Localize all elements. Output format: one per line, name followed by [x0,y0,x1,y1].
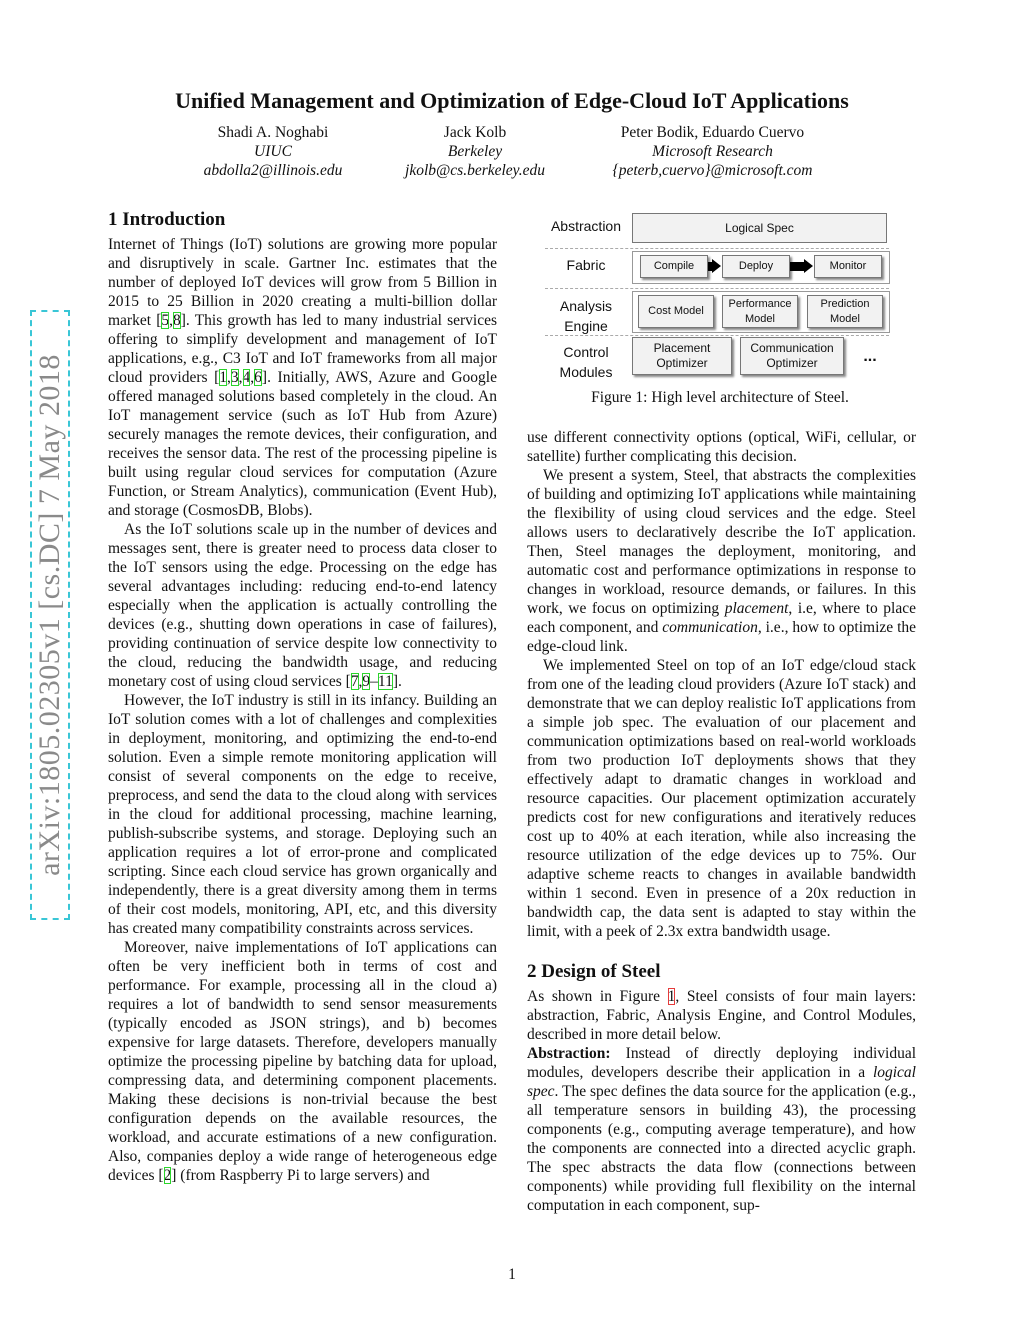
citation-link[interactable]: 4 [242,369,251,386]
author-email: {peterb,cuervo}@microsoft.com [612,162,813,179]
citation-link[interactable]: 2 [163,1167,172,1184]
paragraph: As shown in Figure 1, Steel consists of four main layers: abstraction, Fabric, Analysis Engine, and Control Modules, described in more detail below. [527,988,916,1043]
author-affiliation: UIUC [254,143,292,160]
layer-divider [545,288,889,289]
paragraph: use different connectivity options (optical, WiFi, cellular, or satellite) further complicating this decision. [527,429,916,465]
paragraph: However, the IoT industry is still in its infancy. Building an IoT solution comes with a lot of challenges and complexities in deployment, monitoring, and optimizing the end-to-end solution. Even a simple remote monitoring application will consist of several components on the edge to receive, preprocess, and send the data to the cloud along with services in the cloud for additional processing, machine learning, publish-subscribe systems, and storage. Deploying such an application requires a lot of error-prone and complicated scripting. Since each cloud service has grown organically and independently, there is a great diversity among them in terms of their cost models, monitoring, API, etc, and this diversity has created many compatibility constraints across services. [108,692,497,937]
arrow-head-icon [804,259,813,273]
figure-caption: Figure 1: High level architecture of Steel. [591,389,849,406]
citation-link[interactable]: 3 [230,369,239,386]
row-label-fabric: Fabric [566,257,606,273]
section-heading-design: 2 Design of Steel [527,961,661,982]
arxiv-id: arXiv:1805.02305v1 [cs.DC] 7 May 2018 [33,354,66,876]
author-name: Shadi A. Noghabi [217,124,329,141]
citation-link[interactable]: 7 [350,673,359,690]
left-column [108,210,497,1185]
figure-reference-link[interactable]: 1 [667,988,676,1005]
layer-divider [545,335,889,336]
page-number: 1 [508,1266,516,1283]
arxiv-sidebar-stamp [30,310,70,920]
paragraph: Internet of Things (IoT) solutions are growing more popular and disruptively in scale. Gartner Inc. estimates that the number of deployed IoT devices will grow from 5 Billion in 2015 to 25 Billion in 2020 creating a multi-billion dollar market [5,8]. This growth has led to many industrial services offering to simplify development and management of IoT applications, e.g., C3 IoT and IoT frameworks from all major cloud providers [1,3,4,6]. Initially, AWS, Azure and Google offered managed solutions based completely in the cloud. An IoT management service (such as IoT Hub from Azure) securely manages the remote devices, their configuration, and receives the sensor data. The rest of the processing pipeline is built using regular cloud services for computation (Azure Function, or Stream Analytics), communication (Event Hub), and storage (CosmosDB, Blobs). [108,236,497,519]
author-block-2 [380,123,570,180]
compile-box: Compile [640,255,708,278]
row-label-analysis-engine: Analysis Engine [559,298,613,334]
citation-link[interactable]: 6 [254,369,262,386]
architecture-figure [545,210,895,382]
performance-model-box: Performance Model [722,295,798,328]
author-name: Peter Bodik, Eduardo Cuervo [620,124,805,141]
citation-link[interactable]: 1 [219,369,228,386]
cost-model-box: Cost Model [638,295,714,328]
citation-link[interactable]: 5 [161,312,170,329]
citation-link[interactable]: 11 [377,673,393,690]
citation-link[interactable]: 8 [173,312,181,329]
monitor-box: Monitor [814,255,882,278]
author-block-3 [590,123,835,180]
paragraph: We present a system, Steel, that abstracts the complexities of building and optimizing IoT applications while maintaining the flexibility of using cloud services and the edge. Steel allows users to declaratively describe the IoT application. Then, Steel manages the deployment, monitoring, and automatic cost and performance optimizations in response to changes in workload, resource demands, or failures. In this work, we focus on optimizing placement, i.e, where to place each component, and communication, i.e., how to optimize the edge-cloud link. [527,467,917,655]
paragraph: Moreover, naive implementations of IoT applications can often be very inefficient both in terms of cost and performance. For example, processing all in the cloud a) requires a lot of bandwidth to send sensor measurements (typically encoded as JSON strings), and b) becomes expensive for large datasets. Therefore, developers manually optimize the processing pipeline by batching data for upload, compressing data, and determining component placements. Making these decisions is non-trivial because the best configuration depends on the available resources, the workload, and accurate estimations of a new configuration. Also, companies deploy a wide range of heterogeneous edge devices [2] (from Raspberry Pi to large servers) and [108,939,497,1184]
placement-optimizer-box: Placement Optimizer [632,337,732,375]
logical-spec-box: Logical Spec [632,213,887,243]
row-label-abstraction: Abstraction [550,218,622,234]
paper-title: Unified Management and Optimization of Edge-Cloud IoT Applications [175,88,849,113]
author-email: jkolb@cs.berkeley.edu [405,162,545,179]
communication-optimizer-box: Communication Optimizer [740,337,844,375]
author-block-1 [178,123,368,180]
author-email: abdolla2@illinois.edu [203,162,343,179]
citation-link[interactable]: 9 [362,673,371,690]
author-affiliation: Microsoft Research [652,143,773,160]
right-column [527,428,916,1215]
deploy-box: Deploy [722,255,790,278]
layer-divider [545,248,889,249]
section-heading-introduction: 1 Introduction [108,209,226,230]
more-modules-ellipsis: ... [863,348,877,365]
paragraph: Abstraction: Instead of directly deploying individual modules, developers describe their application in a logical spec. The spec defines the data source for the application (e.g., all temperature sensors in building 43), the processing components (e.g., computing average temperature), and how the components are connected into a directed acyclic graph. The spec abstracts the data flow (connections between components) while providing full flexibility on the internal computation in each component, sup- [527,1045,916,1214]
author-affiliation: Berkeley [447,143,503,160]
row-label-control-modules: Control Modules [559,344,613,380]
arrow-head-icon [712,259,721,273]
paragraph: As the IoT solutions scale up in the number of devices and messages sent, there is greater need to process data closer to the IoT sensors using the edge. Processing on the edge has several advantages including: reducing end-to-end latency especially when the application is actually controlling the devices (e.g., shutting down operations in case of failures), providing continuation of service despite low connectivity to the cloud, reducing the bandwidth usage, and reducing monetary cost of using cloud services [7,9–11]. [108,521,497,690]
paragraph: We implemented Steel on top of an IoT edge/cloud stack from one of the leading cloud providers (Azure IoT stack) and demonstrate that we can deploy realistic IoT applications from a simple job spec. The evaluation of our placement and communication optimizations based on real-world workloads from two production IoT deployments shows that they effectively adapt to dramatic changes in workload and resource capacities. Our placement optimization accurately predicts cost for new configurations and iteratively reduces cost up to 40% at each iteration, while also increasing the resource utilization of the edge devices up to 75%. Our adaptive scheme reacts to changes in available bandwidth within 1 second. Even in presence of a 20x reduction in bandwidth cap, the data sent is adapted to stay within the limit, with a peek of 2.3x extra bandwidth usage. [527,657,916,940]
prediction-model-box: Prediction Model [807,295,883,328]
author-name: Jack Kolb [443,124,507,141]
